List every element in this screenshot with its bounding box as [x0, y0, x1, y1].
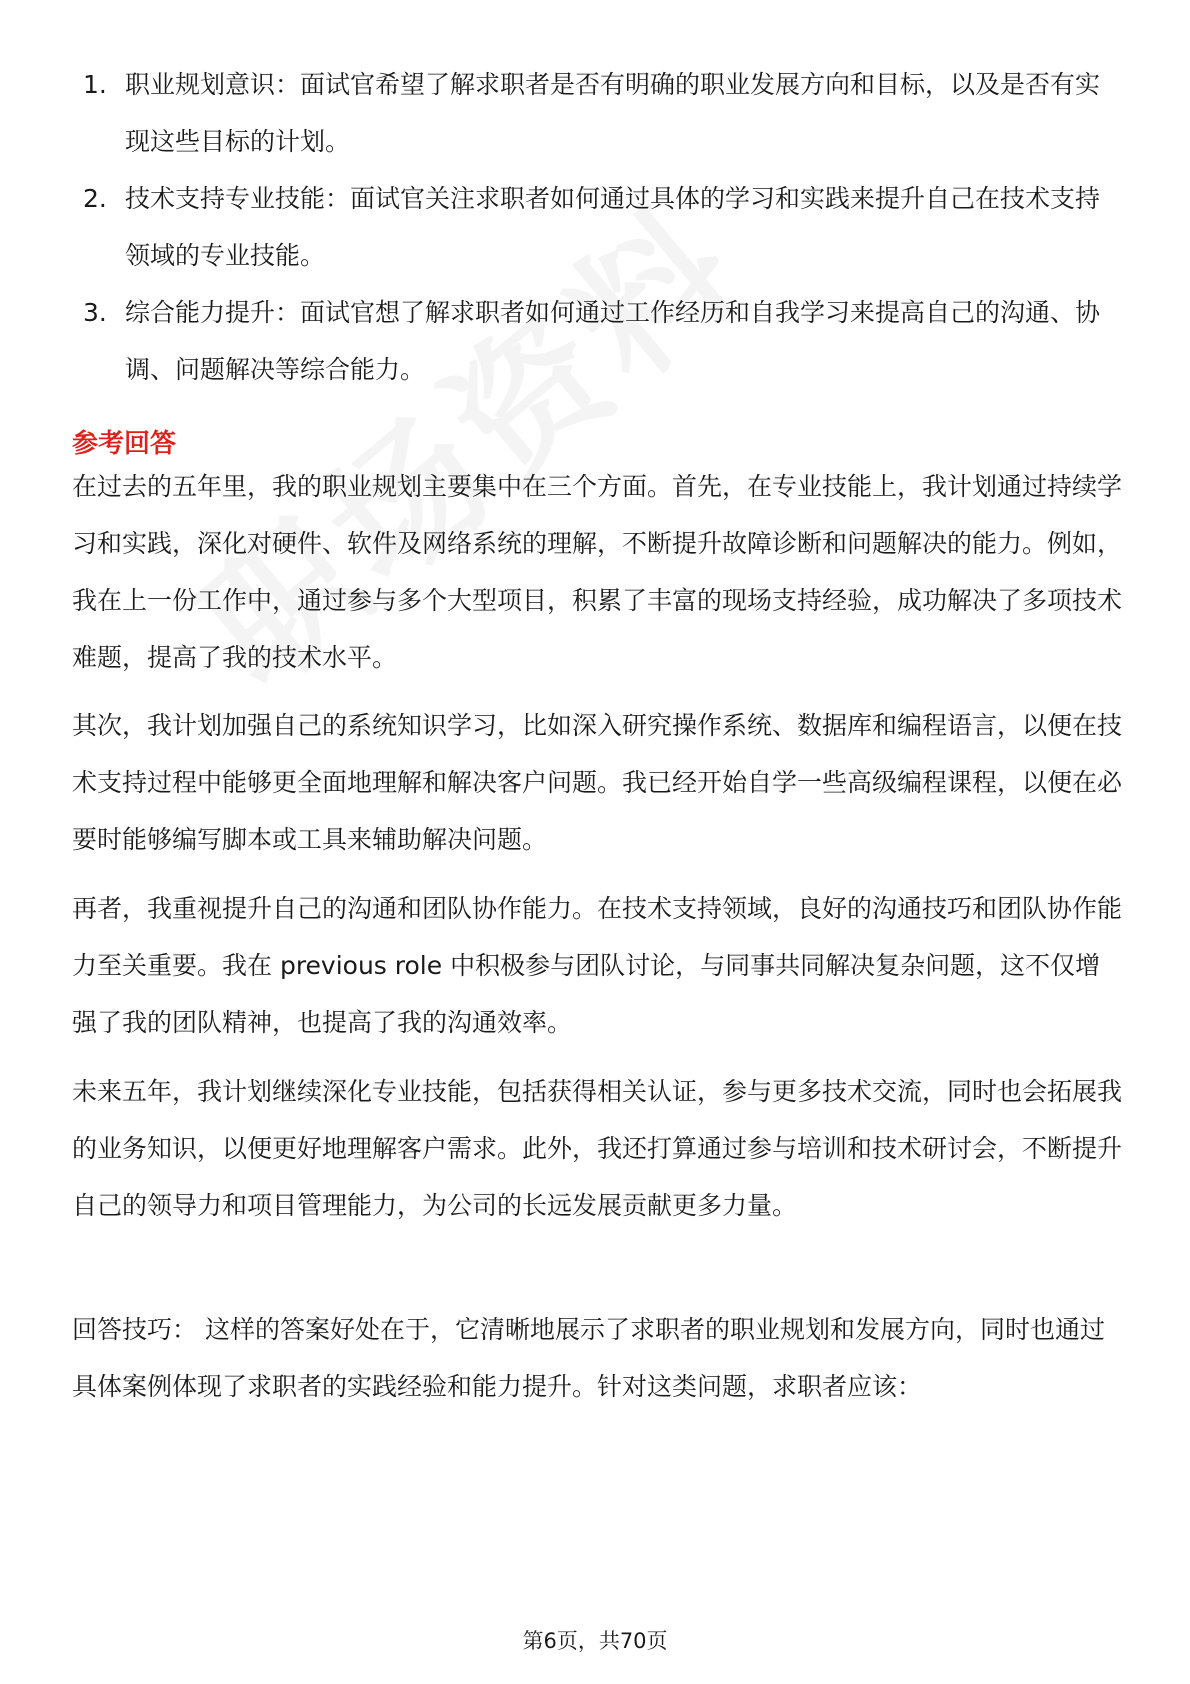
- list-item-number: 1.: [83, 70, 107, 99]
- answer-paragraph-1: 在过去的五年里，我的职业规划主要集中在三个方面。首先，在专业技能上，我计划通过持续学习和实践，深化对硬件、软件及网络系统的理解，不断提升故障诊断和问题解决的能力。例如，我在上一份工作中，通过参与多个大型项目，积累了丰富的现场支持经验，成功解决了多项技术难题，提高了我的技术水平。: [72, 472, 1123, 672]
- page-number: 第6页，共70页: [522, 1629, 668, 1653]
- answer-tips-paragraph: 回答技巧： 这样的答案好处在于，它清晰地展示了求职者的职业规划和发展方向，同时也通过具体案例体现了求职者的实践经验和能力提升。针对这类问题，求职者应该：: [72, 1315, 1105, 1401]
- list-item: [83, 284, 1123, 398]
- list-item-text: 职业规划意识：面试官希望了解求职者是否有明确的职业发展方向和目标，以及是否有实现这些目标的计划。: [125, 70, 1101, 156]
- list-item-text: 技术支持专业技能：面试官关注求职者如何通过具体的学习和实践来提升自己在技术支持领域的专业技能。: [125, 184, 1101, 270]
- list-item: [83, 56, 1123, 170]
- answer-paragraph-3: 再者，我重视提升自己的沟通和团队协作能力。在技术支持领域，良好的沟通技巧和团队协作能力至关重要。我在 previous role 中积极参与团队讨论，与同事共同解决复杂问题，这不仅增强了我的团队精神，也提高了我的沟通效率。: [72, 894, 1123, 1037]
- list-item-number: 2.: [83, 184, 107, 213]
- answer-paragraph-4: 未来五年，我计划继续深化专业技能，包括获得相关认证，参与更多技术交流，同时也会拓展我的业务知识，以便更好地理解客户需求。此外，我还打算通过参与培训和技术研讨会，不断提升自己的领导力和项目管理能力，为公司的长远发展贡献更多力量。: [72, 1077, 1123, 1220]
- list-item-number: 3.: [83, 298, 107, 327]
- list-item: [83, 170, 1123, 284]
- answer-heading: 参考回答: [72, 429, 177, 459]
- list-item-text: 综合能力提升：面试官想了解求职者如何通过工作经历和自我学习来提高自己的沟通、协调、问题解决等综合能力。: [125, 298, 1101, 384]
- interviewer-focus-list: [83, 56, 1123, 398]
- answer-paragraph-2: 其次，我计划加强自己的系统知识学习，比如深入研究操作系统、数据库和编程语言，以便在技术支持过程中能够更全面地理解和解决客户问题。我已经开始自学一些高级编程课程，以便在必要时能够编写脚本或工具来辅助解决问题。: [72, 711, 1123, 854]
